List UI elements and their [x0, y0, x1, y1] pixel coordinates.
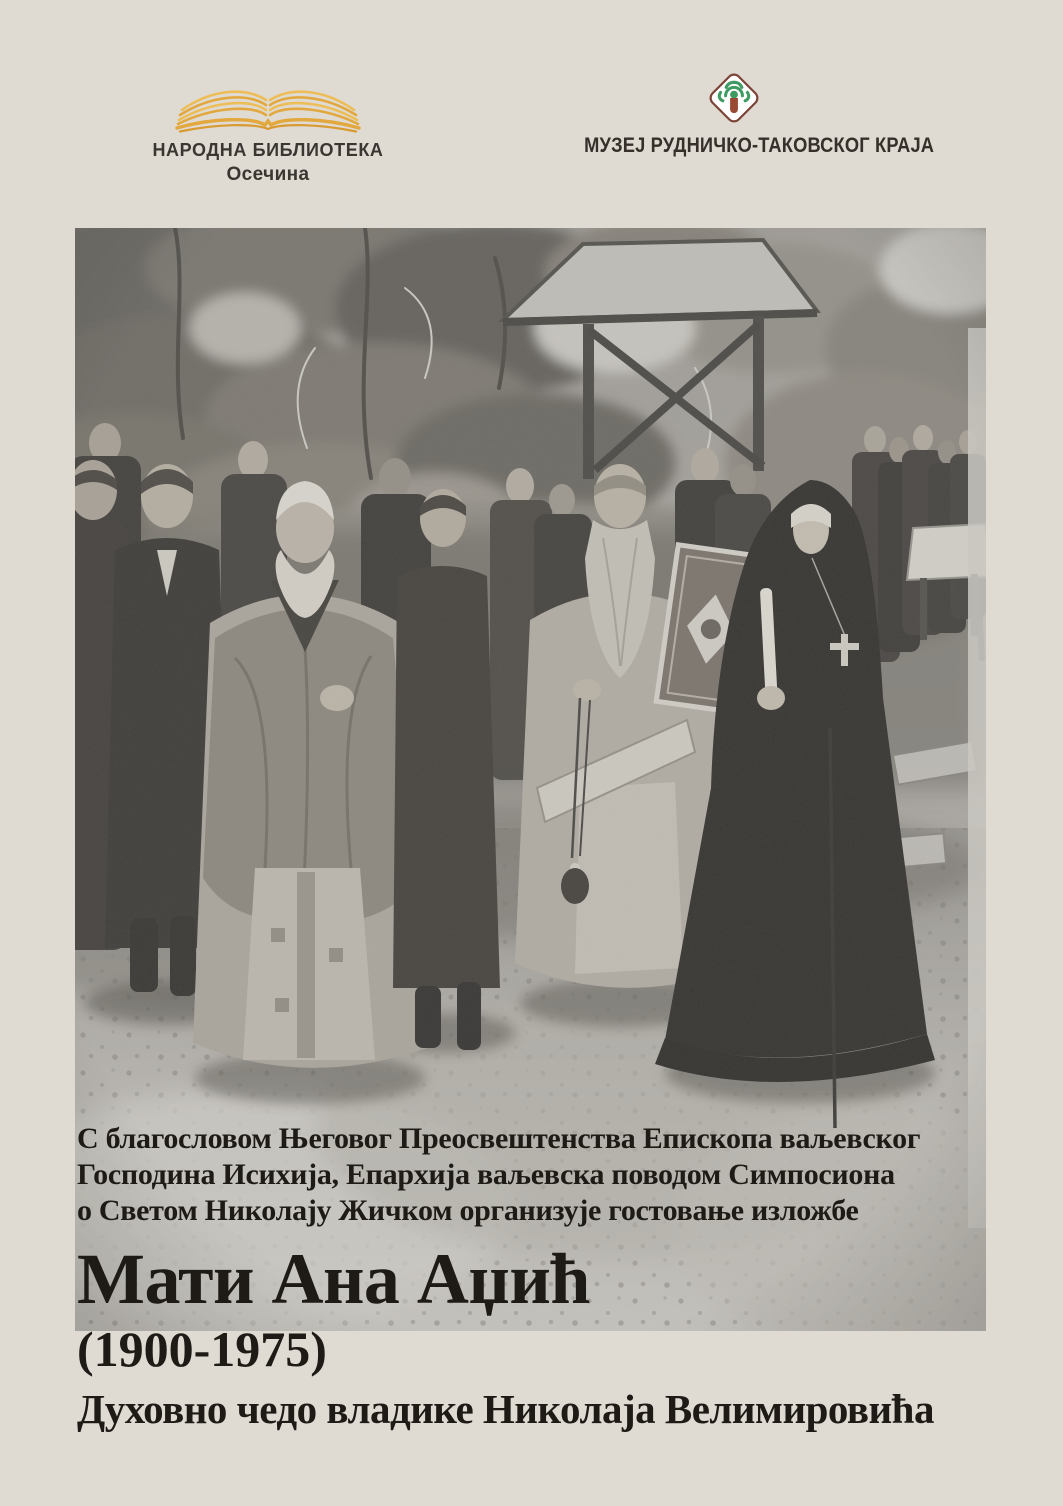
library-city: Осечина — [226, 164, 310, 185]
blessing-line: о Светом Николају Жичком организује гостовање изложбе — [77, 1194, 859, 1227]
museum-name: МУЗЕЈ РУДНИЧКО-ТАКОВСКОГ КРАЈА — [584, 134, 935, 157]
open-book-icon — [172, 84, 364, 134]
life-years: (1900-1975) — [77, 1321, 327, 1377]
library-name: НАРОДНА БИБЛИОТЕКА — [152, 140, 384, 160]
library-logo — [152, 84, 384, 186]
exhibition-title: Мати Ана Аџић — [77, 1239, 590, 1319]
blessing-line: Господина Исихија, Епархија ваљевска поводом Симпосиона — [77, 1158, 895, 1191]
blessing-line: С благословом Његовог Преосвештенства Епископа ваљевског — [77, 1122, 921, 1155]
blessing-text — [77, 1121, 920, 1229]
museum-logo — [558, 70, 935, 158]
tree-in-diamond-icon — [706, 70, 762, 126]
exhibition-subtitle: Духовно чедо владике Николаја Велимировића — [77, 1386, 934, 1432]
